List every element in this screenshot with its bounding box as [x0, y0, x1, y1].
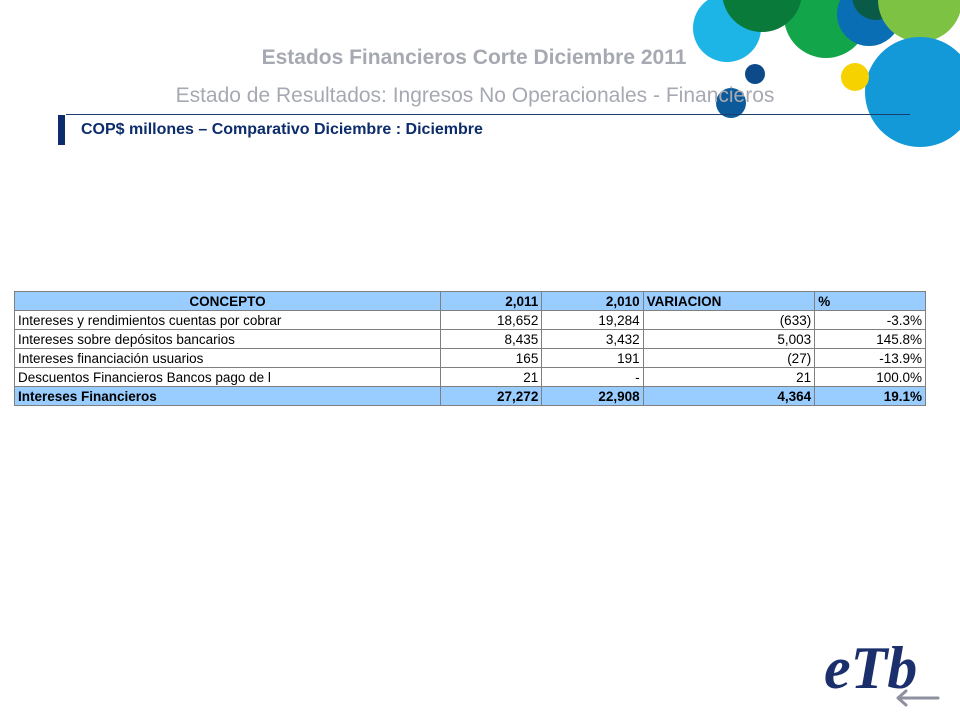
header-2011: 2,011: [441, 292, 542, 311]
cell-2011: 8,435: [441, 330, 542, 349]
cell-2011: 165: [441, 349, 542, 368]
total-variacion: 4,364: [643, 387, 815, 406]
cell-2010: -: [542, 368, 643, 387]
accent-bar: [58, 115, 65, 145]
cell-percent: 100.0%: [815, 368, 926, 387]
total-2010: 22,908: [542, 387, 643, 406]
table-caption: COP$ millones – Comparativo Diciembre : Diciembre: [81, 121, 483, 138]
cell-2011: 18,652: [441, 311, 542, 330]
financial-table: [14, 291, 926, 406]
logo-arrow: [898, 691, 938, 705]
cell-concept: Intereses y rendimientos cuentas por cobrar: [15, 311, 441, 330]
cell-concept: Intereses financiación usuarios: [15, 349, 441, 368]
cell-2010: 19,284: [542, 311, 643, 330]
cell-2011: 21: [441, 368, 542, 387]
table-header-row: [15, 292, 926, 311]
cell-percent: -13.9%: [815, 349, 926, 368]
cell-variacion: (633): [643, 311, 815, 330]
logo-wordmark: eTb: [824, 635, 918, 701]
etb-logo-icon: [820, 630, 942, 710]
cell-2010: 3,432: [542, 330, 643, 349]
cell-percent: -3.3%: [815, 311, 926, 330]
table-row: [15, 368, 926, 387]
cell-variacion: 5,003: [643, 330, 815, 349]
header-variacion: VARIACION: [643, 292, 815, 311]
table-total-row: [15, 387, 926, 406]
header-2010: 2,010: [542, 292, 643, 311]
table-row: [15, 349, 926, 368]
total-concept: Intereses Financieros: [15, 387, 441, 406]
slide-subtitle: Estado de Resultados: Ingresos No Operacionales - Financieros: [175, 84, 775, 107]
header-percent: %: [815, 292, 926, 311]
total-percent: 19.1%: [815, 387, 926, 406]
cell-variacion: 21: [643, 368, 815, 387]
slide-title: Estados Financieros Corte Diciembre 2011: [261, 46, 687, 69]
cell-percent: 145.8%: [815, 330, 926, 349]
header-concepto: CONCEPTO: [15, 292, 441, 311]
table-row: [15, 311, 926, 330]
cell-variacion: (27): [643, 349, 815, 368]
divider-line: [66, 114, 910, 115]
cell-concept: Descuentos Financieros Bancos pago de l: [15, 368, 441, 387]
cell-concept: Intereses sobre depósitos bancarios: [15, 330, 441, 349]
cell-2010: 191: [542, 349, 643, 368]
total-2011: 27,272: [441, 387, 542, 406]
table-row: [15, 330, 926, 349]
